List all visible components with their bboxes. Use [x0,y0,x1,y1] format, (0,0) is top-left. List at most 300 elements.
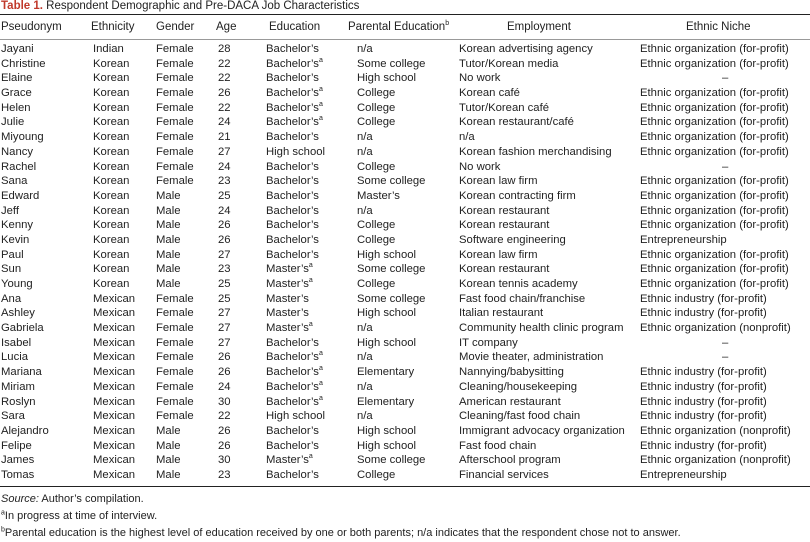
parental-education-cell: College [357,219,396,232]
table-row [0,160,810,175]
education-cell [266,306,309,321]
pseudonym-cell: Kenny [1,219,34,232]
ethnic-niche-cell: Ethnic organization (for-profit) [640,204,789,217]
gender-cell: Female [156,322,194,335]
gender-cell: Female [156,336,194,349]
gender-cell: Female [156,145,194,158]
employment-cell: Afterschool program [459,454,561,467]
table-row [0,86,810,101]
education-cell [266,160,319,175]
education-text: Bachelor’s [266,424,319,437]
gender-cell: Female [156,131,194,144]
pseudonym-cell: Paul [1,248,24,261]
employment-cell: Tutor/Korean media [459,57,559,70]
table-row [0,439,810,454]
table-row [0,262,810,277]
employment-cell: Korean restaurant [459,204,550,217]
source-text: Author’s compilation. [38,493,144,505]
education-text: Bachelor’s [266,468,319,481]
ethnic-niche-cell: Ethnic industry (for-profit) [640,366,767,379]
age-cell: 25 [218,189,231,202]
parental-education-cell: Some college [357,57,426,70]
parental-education-cell: High school [357,424,417,437]
pseudonym-cell: Christine [1,57,46,70]
ethnic-niche-cell: Ethnic industry (for-profit) [640,439,767,452]
education-cell [266,336,319,351]
pseudonym-cell: Young [1,278,33,290]
education-cell [266,262,313,277]
education-cell [266,321,313,336]
ethnicity-cell: Mexican [93,307,136,320]
ethnic-niche-cell: – [722,160,729,173]
employment-cell: Financial services [459,468,549,481]
gender-cell: Female [156,87,194,100]
education-text: Master’s [266,322,309,335]
ethnicity-cell: Korean [93,160,130,173]
ethnicity-cell: Mexican [93,395,136,408]
ethnic-niche-cell: Ethnic industry (for-profit) [640,307,767,320]
parental-education-cell: n/a [357,204,373,217]
education-cell [266,233,319,248]
employment-cell: No work [459,72,501,85]
employment-cell: Korean restaurant/café [459,116,574,129]
pseudonym-cell: Felipe [1,439,32,452]
education-cell [266,350,323,365]
parental-education-cell: Some college [357,175,426,188]
education-text: Bachelor’s [266,366,319,379]
footnote-b-text: Parental education is the highest level of education received by one or both parents; n/a indicates that the respondent chose not to answer. [4,527,681,539]
gender-cell: Female [156,351,194,364]
gender-cell: Male [156,263,181,276]
ethnic-niche-cell: Ethnic organization (for-profit) [640,219,789,232]
table-row [0,409,810,424]
table-notes [1,491,681,542]
footnote-marker-a: a [318,380,323,388]
ethnic-niche-cell: Ethnic organization (for-profit) [640,278,789,290]
gender-cell: Female [156,380,194,393]
gender-cell: Female [156,307,194,320]
age-cell: 23 [218,263,231,276]
parental-education-cell: College [357,87,396,100]
age-cell: 27 [218,307,231,320]
table-row [0,204,810,219]
education-cell [266,101,323,116]
ethnic-niche-cell: Ethnic organization (for-profit) [640,145,789,158]
age-cell: 24 [218,204,231,217]
table-row [0,218,810,233]
education-cell [266,277,313,292]
education-text: Bachelor’s [266,189,319,202]
table-row [0,277,810,292]
table-row [0,292,810,307]
table-row [0,42,810,57]
education-text: Bachelor’s [266,131,319,144]
education-cell [266,453,313,468]
source-note [1,491,681,508]
employment-cell: Korean restaurant [459,263,550,276]
footnote-marker-a: a [308,262,313,270]
employment-cell: n/a [459,131,475,144]
parental-education-cell: High school [357,336,417,349]
parental-education-cell: n/a [357,410,373,423]
employment-cell: Cleaning/housekeeping [459,380,578,393]
ethnicity-cell: Mexican [93,336,136,349]
ethnic-niche-cell: Ethnic industry (for-profit) [640,395,767,408]
education-cell [266,130,319,145]
age-cell: 26 [218,366,231,379]
table-caption [1,0,359,13]
education-cell [266,71,319,86]
parental-education-cell: Master’s [357,189,400,202]
parental-education-cell: Elementary [357,366,415,379]
education-text: Bachelor’s [266,204,319,217]
employment-cell: Community health clinic program [459,322,624,335]
footnote-b [1,525,681,542]
ethnicity-cell: Korean [93,175,130,188]
employment-cell: Korean café [459,87,520,100]
table-row [0,115,810,130]
education-cell [266,395,323,410]
education-cell [266,380,323,395]
education-text: Bachelor’s [266,351,319,364]
parental-education-cell: n/a [357,131,373,144]
pseudonym-cell: Sara [1,410,25,423]
education-text: High school [266,145,326,158]
footnote-marker-a: a [308,277,313,285]
footnote-marker-a: a [318,365,323,373]
ethnicity-cell: Indian [93,43,124,55]
age-cell: 26 [218,424,231,437]
ethnic-niche-cell: Ethnic organization (for-profit) [640,57,789,70]
ethnic-niche-cell: Ethnic organization (for-profit) [640,131,789,144]
gender-cell: Female [156,101,194,114]
age-cell: 26 [218,351,231,364]
education-cell [266,86,323,101]
ethnic-niche-cell: Entrepreneurship [640,468,727,481]
age-cell: 22 [218,57,231,70]
gender-cell: Female [156,57,194,70]
pseudonym-cell: Nancy [1,145,34,158]
education-text: Bachelor’s [266,439,319,452]
education-text: Bachelor’s [266,160,319,173]
header-rule [0,39,810,40]
ethnicity-cell: Mexican [93,292,136,305]
table-row [0,380,810,395]
age-cell: 26 [218,439,231,452]
age-cell: 23 [218,175,231,188]
parental-education-cell: n/a [357,351,373,364]
ethnicity-cell: Korean [93,101,130,114]
parental-education-cell: Some college [357,263,426,276]
table-row [0,248,810,263]
header-employment: Employment [507,21,571,33]
ethnic-niche-cell: – [722,351,729,364]
ethnic-niche-cell: Ethnic organization (nonprofit) [640,454,791,467]
table-row [0,130,810,145]
age-cell: 22 [218,72,231,85]
education-text: Bachelor’s [266,175,319,188]
pseudonym-cell: James [1,454,35,467]
gender-cell: Male [156,439,181,452]
parental-education-cell: High school [357,439,417,452]
ethnic-niche-cell: Ethnic organization (for-profit) [640,248,789,261]
education-text: Master’s [266,278,309,290]
footnote-marker-a: a [318,56,323,64]
pseudonym-cell: Jeff [1,204,20,217]
footnote-marker-a: a [308,453,313,461]
age-cell: 24 [218,116,231,129]
pseudonym-cell: Helen [1,101,31,114]
ethnic-niche-cell: – [722,336,729,349]
pseudonym-cell: Gabriela [1,322,44,335]
bottom-rule [0,486,810,487]
employment-cell: No work [459,160,501,173]
pseudonym-cell: Tomas [1,468,35,481]
ethnic-niche-cell: Ethnic industry (for-profit) [640,410,767,423]
table-row [0,336,810,351]
employment-cell: Immigrant advocacy organization [459,424,625,437]
table-row [0,365,810,380]
pseudonym-cell: Edward [1,189,40,202]
table-row [0,306,810,321]
age-cell: 24 [218,160,231,173]
ethnic-niche-cell: Ethnic industry (for-profit) [640,292,767,305]
pseudonym-cell: Sun [1,263,22,276]
education-text: Master’s [266,307,309,320]
footnote-marker-a: a [318,86,323,94]
ethnic-niche-cell: Ethnic organization (for-profit) [640,116,789,129]
parental-education-cell: n/a [357,43,373,55]
employment-cell: Korean fashion merchandising [459,145,612,158]
parental-education-cell: High school [357,72,417,85]
parental-education-cell: College [357,101,396,114]
employment-cell: Italian restaurant [459,307,544,320]
gender-cell: Female [156,72,194,85]
ethnicity-cell: Mexican [93,439,136,452]
gender-cell: Male [156,189,181,202]
ethnic-niche-cell: Ethnic organization (for-profit) [640,101,789,114]
parental-education-cell: Some college [357,292,426,305]
table-row [0,233,810,248]
table-row [0,424,810,439]
header-parental-education [348,21,449,33]
ethnicity-cell: Korean [93,204,130,217]
header-gender: Gender [156,21,195,33]
table-row [0,453,810,468]
ethnicity-cell: Korean [93,189,130,202]
education-cell [266,439,319,454]
header-age: Age [216,21,237,33]
pseudonym-cell: Alejandro [1,424,49,437]
ethnic-niche-cell: Ethnic organization (for-profit) [640,175,789,188]
education-cell [266,365,323,380]
ethnicity-cell: Korean [93,116,130,129]
ethnicity-cell: Korean [93,57,130,70]
ethnicity-cell: Korean [93,233,130,246]
gender-cell: Female [156,43,194,55]
education-text: Bachelor’s [266,116,319,129]
parental-education-cell: Some college [357,454,426,467]
table-row [0,468,810,483]
education-text: Bachelor’s [266,43,319,55]
age-cell: 21 [218,131,231,144]
parental-education-cell: High school [357,248,417,261]
employment-cell: Korean advertising agency [459,43,593,55]
ethnic-niche-cell: – [722,72,729,85]
age-cell: 26 [218,87,231,100]
education-cell [266,468,319,483]
gender-cell: Male [156,468,181,481]
employment-cell: Korean law firm [459,248,538,261]
parental-education-cell: Elementary [357,395,415,408]
employment-cell: Tutor/Korean café [459,101,550,114]
pseudonym-cell: Kevin [1,233,30,246]
gender-cell: Female [156,395,194,408]
table-row [0,101,810,116]
ethnicity-cell: Mexican [93,366,136,379]
header-pseudonym: Pseudonym [1,21,62,33]
employment-cell: Fast food chain/franchise [459,292,586,305]
parental-education-cell: College [357,160,396,173]
age-cell: 26 [218,219,231,232]
footnote-b-marker: b [1,526,5,534]
parental-education-cell: College [357,278,396,290]
age-cell: 24 [218,380,231,393]
parental-education-cell: College [357,233,396,246]
footnote-marker-a: a [318,115,323,123]
age-cell: 27 [218,145,231,158]
pseudonym-cell: Rachel [1,160,37,173]
table-row [0,57,810,72]
education-text: Master’s [266,263,309,276]
education-cell [266,145,325,160]
pseudonym-cell: Isabel [1,336,32,349]
footnote-marker-b: b [445,20,450,28]
table-row [0,395,810,410]
gender-cell: Male [156,424,181,437]
education-cell [266,424,319,439]
parental-education-cell: College [357,468,396,481]
age-cell: 27 [218,248,231,261]
pseudonym-cell: Jayani [1,43,34,55]
pseudonym-cell: Miyoung [1,131,44,144]
age-cell: 28 [218,43,231,55]
pseudonym-cell: Elaine [1,72,33,85]
pseudonym-cell: Grace [1,87,32,100]
ethnic-niche-cell: Ethnic organization (for-profit) [640,87,789,100]
education-text: Bachelor’s [266,87,319,100]
ethnic-niche-cell: Ethnic industry (for-profit) [640,380,767,393]
ethnicity-cell: Korean [93,248,130,261]
gender-cell: Male [156,204,181,217]
education-text: Bachelor’s [266,101,319,114]
education-cell [266,115,323,130]
ethnic-niche-cell: Ethnic organization (nonprofit) [640,424,791,437]
ethnicity-cell: Korean [93,219,130,232]
gender-cell: Female [156,410,194,423]
ethnic-niche-cell: Entrepreneurship [640,233,727,246]
education-cell [266,57,323,72]
education-cell [266,409,325,424]
parental-education-cell: High school [357,307,417,320]
employment-cell: Korean restaurant [459,219,550,232]
age-cell: 27 [218,336,231,349]
header-parental-education-text: Parental Education [348,21,446,33]
parental-education-cell: College [357,116,396,129]
footnote-a [1,508,681,525]
ethnic-niche-cell: Ethnic organization (for-profit) [640,263,789,276]
ethnic-niche-cell: Ethnic organization (for-profit) [640,189,789,202]
table-header-row [0,15,810,39]
employment-cell: Movie theater, administration [459,351,604,364]
age-cell: 25 [218,278,231,290]
employment-cell: American restaurant [459,395,561,408]
ethnicity-cell: Korean [93,145,130,158]
table-row [0,174,810,189]
pseudonym-cell: Ashley [1,307,35,320]
employment-cell: Software engineering [459,233,566,246]
pseudonym-cell: Lucia [1,351,29,364]
employment-cell: Korean tennis academy [459,278,578,290]
footnote-a-text: In progress at time of interview. [4,510,158,522]
age-cell: 22 [218,410,231,423]
age-cell: 27 [218,322,231,335]
education-text: Bachelor’s [266,380,319,393]
gender-cell: Female [156,160,194,173]
education-text: Bachelor’s [266,248,319,261]
footnote-marker-a: a [318,394,323,402]
employment-cell: Fast food chain [459,439,537,452]
gender-cell: Male [156,278,181,290]
gender-cell: Female [156,292,194,305]
parental-education-cell: n/a [357,380,373,393]
education-text: Master’s [266,292,309,305]
education-text: High school [266,410,326,423]
employment-cell: IT company [459,336,518,349]
pseudonym-cell: Miriam [1,380,35,393]
education-text: Bachelor’s [266,233,319,246]
employment-cell: Cleaning/fast food chain [459,410,581,423]
ethnicity-cell: Korean [93,131,130,144]
table-row [0,321,810,336]
education-cell [266,189,319,204]
employment-cell: Korean law firm [459,175,538,188]
footnote-marker-a: a [318,350,323,358]
ethnicity-cell: Mexican [93,410,136,423]
source-label: Source: [1,493,39,505]
age-cell: 30 [218,454,231,467]
education-text: Master’s [266,454,309,467]
education-text: Bachelor’s [266,72,319,85]
age-cell: 22 [218,101,231,114]
ethnicity-cell: Mexican [93,351,136,364]
education-cell [266,174,319,189]
ethnicity-cell: Korean [93,263,130,276]
pseudonym-cell: Ana [1,292,22,305]
gender-cell: Female [156,116,194,129]
table-row [0,145,810,160]
table-label: Table 1. [1,0,43,12]
header-education: Education [269,21,321,33]
employment-cell: Nannying/babysitting [459,366,564,379]
gender-cell: Female [156,175,194,188]
ethnicity-cell: Korean [93,87,130,100]
table-body [0,42,810,483]
ethnic-niche-cell: Ethnic organization (for-profit) [640,43,789,55]
table-row [0,189,810,204]
age-cell: 25 [218,292,231,305]
education-cell [266,218,319,233]
